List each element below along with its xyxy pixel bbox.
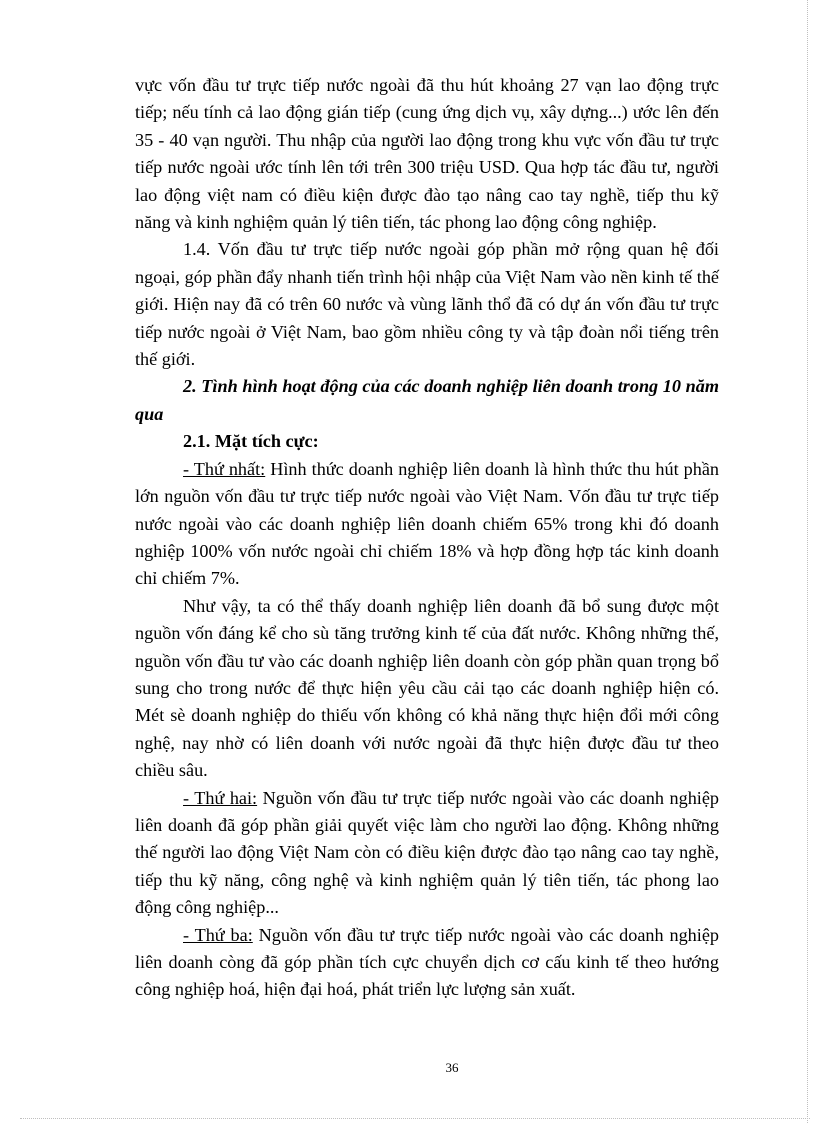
third-point-text: Nguồn vốn đầu tư trực tiếp nước ngoài vào các doanh nghiệp liên doanh còng đã góp phần tích cực chuyển dịch cơ cấu kinh tế theo hướng công nghiệp hoá, hiện đại hoá, phát triển lực lượng sản xuất.: [135, 924, 719, 1000]
paragraph-third-point: [135, 922, 719, 1004]
third-point-label: - Thứ ba:: [183, 924, 253, 945]
subsection-heading-2-1: 2.1. Mặt tích cực:: [183, 431, 319, 452]
paragraph-second-point: [135, 785, 719, 922]
page-number: 36: [445, 1060, 459, 1075]
first-point-text: Hình thức doanh nghiệp liên doanh là hình thức thu hút phần lớn nguồn vốn đầu tư trực tiếp nước ngoài vào Việt Nam. Vốn đầu tư trực tiếp nước ngoài vào các doanh nghiệp liên doanh chiếm 65% trong khi đó doanh nghiệp 100% vốn nước ngoài chỉ chiếm 18% và hợp đồng hợp tác kinh doanh chỉ chiếm 7%.: [135, 458, 720, 589]
paragraph-labor-continuation: vực vốn đầu tư trực tiếp nước ngoài đã thu hút khoảng 27 vạn lao động trực tiếp; nếu tính cả lao động gián tiếp (cung ứng dịch vụ, xây dựng...) ước lên đến 35 - 40 vạn người. Thu nhập của người lao động trong khu vực vốn đầu tư trực tiếp nước ngoài ước tính lên tới trên 300 triệu USD. Qua hợp tác đầu tư, người lao động việt nam có điều kiện được đào tạo nâng cao tay nghề, tiếp thu kỹ năng và kinh nghiệm quản lý tiên tiến, tác phong lao động công nghiệp.: [135, 75, 719, 233]
first-point-label: - Thứ nhất:: [183, 458, 266, 479]
page-body: [135, 72, 719, 1004]
section-heading-2: 2. Tình hình hoạt động của các doanh nghiệp liên doanh trong 10 năm qua: [135, 376, 719, 424]
page-border-bottom: [20, 1118, 810, 1119]
second-point-text: Nguồn vốn đầu tư trực tiếp nước ngoài vào các doanh nghiệp liên doanh đã góp phần giải quyết việc làm cho người lao động. Không những thế người lao động Việt Nam còn có điều kiện được đào tạo nâng cao tay nghề, tiếp thu kỹ năng, công nghệ và kinh nghiệm quản lý tiên tiến, tác phong lao động công nghiệp...: [135, 787, 720, 918]
page-border-right: [807, 0, 808, 1123]
paragraph-as-such: Như vậy, ta có thể thấy doanh nghiệp liên doanh đã bổ sung được một nguồn vốn đáng kể cho sù tăng trưởng kinh tế của đất nước. Không những thế, nguồn vốn đầu tư vào các doanh nghiệp liên doanh còn góp phần quan trọng bổ sung cho trong nước để thực hiện yêu cầu cải tạo các doanh nghiệp hiện có. Mét sè doanh nghiệp do thiếu vốn không có khả năng thực hiện đổi mới công nghệ, nay nhờ có liên doanh với nước ngoài đã thực hiện được đầu tư theo chiều sâu.: [135, 595, 719, 781]
paragraph-first-point: [135, 456, 719, 593]
paragraph-1-4-foreign-relations: 1.4. Vốn đầu tư trực tiếp nước ngoài góp phần mở rộng quan hệ đối ngoại, góp phần đẩy nhanh tiến trình hội nhập của Việt Nam vào nền kinh tế thế giới. Hiện nay đã có trên 60 nước và vùng lãnh thổ đã có dự án vốn đầu tư trực tiếp nước ngoài ở Việt Nam, bao gồm nhiều công ty và tập đoàn nổi tiếng trên thế giới.: [135, 239, 719, 370]
second-point-label: - Thứ hai:: [183, 787, 258, 808]
